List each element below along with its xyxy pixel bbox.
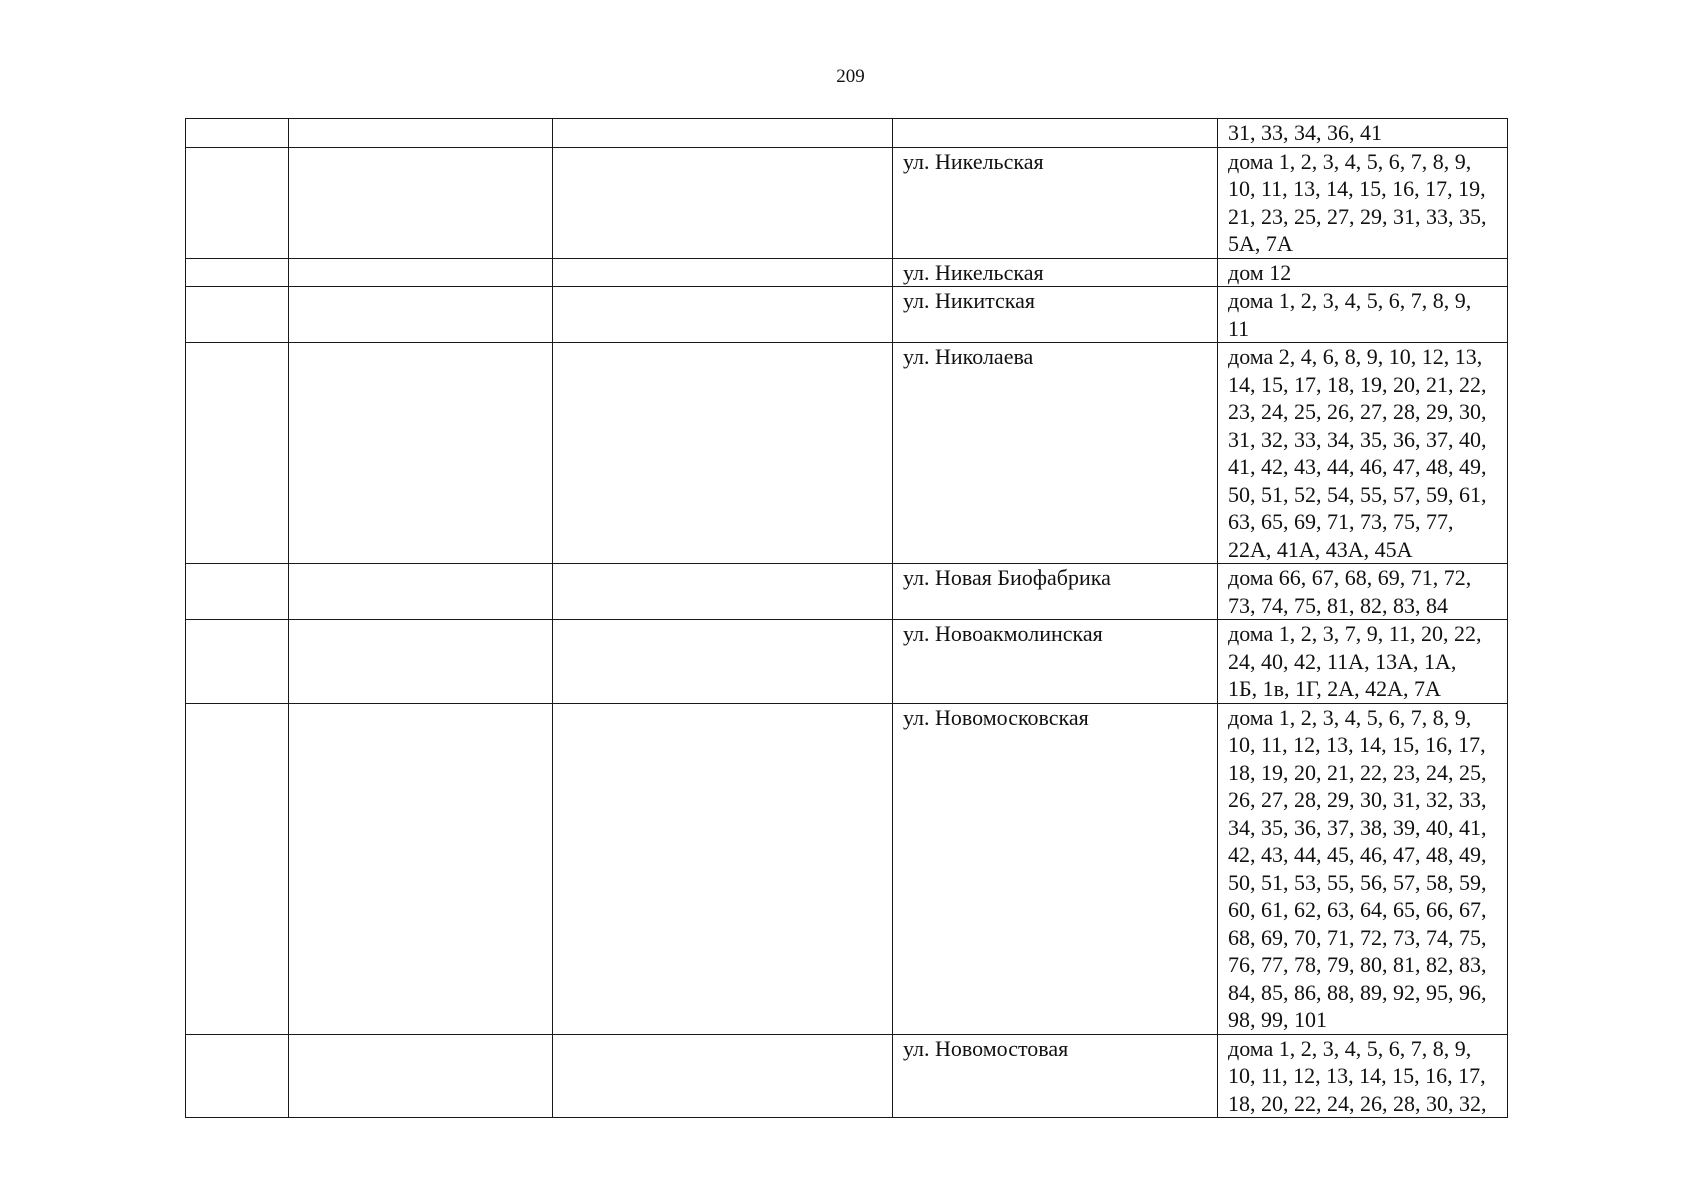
table-cell-houses: дома 66, 67, 68, 69, 71, 72, 73, 74, 75, 81, 82, 83, 84 [1218, 564, 1508, 620]
table-cell-number [186, 703, 289, 1034]
table-cell-number [186, 258, 289, 287]
table-cell-street [893, 119, 1218, 148]
table-cell-address [553, 620, 893, 704]
table-cell-street: ул. Никельская [893, 258, 1218, 287]
table-cell-houses: дома 1, 2, 3, 7, 9, 11, 20, 22, 24, 40, 42, 11А, 13А, 1А, 1Б, 1в, 1Г, 2А, 42А, 7А [1218, 620, 1508, 704]
table-cell-district [289, 620, 553, 704]
table-cell-street: ул. Новомостовая [893, 1034, 1218, 1118]
table-cell-district [289, 258, 553, 287]
table-cell-houses: дома 1, 2, 3, 4, 5, 6, 7, 8, 9, 11 [1218, 287, 1508, 343]
table-row [186, 620, 1508, 704]
table-cell-address [553, 1034, 893, 1118]
table-cell-district [289, 564, 553, 620]
table-cell-number [186, 287, 289, 343]
table-cell-number [186, 343, 289, 564]
table-cell-street: ул. Никельская [893, 147, 1218, 258]
table-cell-street: ул. Новомосковская [893, 703, 1218, 1034]
table-cell-street: ул. Никитская [893, 287, 1218, 343]
table-cell-number [186, 620, 289, 704]
table-cell-district [289, 119, 553, 148]
table-row [186, 147, 1508, 258]
table-cell-district [289, 343, 553, 564]
table-row [186, 258, 1508, 287]
table-cell-district [289, 147, 553, 258]
table-cell-address [553, 147, 893, 258]
table-cell-number [186, 147, 289, 258]
table-cell-number [186, 1034, 289, 1118]
table-cell-houses: 31, 33, 34, 36, 41 [1218, 119, 1508, 148]
table-cell-houses: дома 1, 2, 3, 4, 5, 6, 7, 8, 9, 10, 11, 12, 13, 14, 15, 16, 17, 18, 20, 22, 24, 26, 28, 30, 32, [1218, 1034, 1508, 1118]
table-cell-street: ул. Новоакмолинская [893, 620, 1218, 704]
table-cell-address [553, 343, 893, 564]
table-row [186, 1034, 1508, 1118]
table-cell-houses: дома 1, 2, 3, 4, 5, 6, 7, 8, 9, 10, 11, 12, 13, 14, 15, 16, 17, 18, 19, 20, 21, 22, 23, 24, 25, 26, 27, 28, 29, 30, 31, 32, 33, 34, 35, 36, 37, 38, 39, 40, 41, 42, 43, 44, 45, 46, 47, 48, 49, 50, 51, 53, 55, 56, 57, 58, 59, 60, 61, 62, 63, 64, 65, 66, 67, 68, 69, 70, 71, 72, 73, 74, 75, 76, 77, 78, 79, 80, 81, 82, 83, 84, 85, 86, 88, 89, 92, 95, 96, 98, 99, 101 [1218, 703, 1508, 1034]
table-cell-number [186, 564, 289, 620]
address-table-wrapper [185, 118, 1507, 1118]
table-cell-district [289, 1034, 553, 1118]
table-cell-houses: дом 12 [1218, 258, 1508, 287]
table-cell-address [553, 258, 893, 287]
table-cell-street: ул. Новая Биофабрика [893, 564, 1218, 620]
table-row [186, 287, 1508, 343]
table-row [186, 703, 1508, 1034]
table-cell-address [553, 564, 893, 620]
table-cell-address [553, 287, 893, 343]
table-row [186, 343, 1508, 564]
table-cell-street: ул. Николаева [893, 343, 1218, 564]
table-cell-address [553, 703, 893, 1034]
address-table [185, 118, 1508, 1118]
table-cell-houses: дома 2, 4, 6, 8, 9, 10, 12, 13, 14, 15, 17, 18, 19, 20, 21, 22, 23, 24, 25, 26, 27, 28, 29, 30, 31, 32, 33, 34, 35, 36, 37, 40, 41, 42, 43, 44, 46, 47, 48, 49, 50, 51, 52, 54, 55, 57, 59, 61, 63, 65, 69, 71, 73, 75, 77, 22А, 41А, 43А, 45А [1218, 343, 1508, 564]
table-cell-number [186, 119, 289, 148]
page-number: 209 [836, 66, 865, 87]
table-cell-address [553, 119, 893, 148]
table-cell-houses: дома 1, 2, 3, 4, 5, 6, 7, 8, 9, 10, 11, 13, 14, 15, 16, 17, 19, 21, 23, 25, 27, 29, 31, 33, 35, 5А, 7А [1218, 147, 1508, 258]
table-row [186, 119, 1508, 148]
table-row [186, 564, 1508, 620]
table-cell-district [289, 703, 553, 1034]
table-cell-district [289, 287, 553, 343]
